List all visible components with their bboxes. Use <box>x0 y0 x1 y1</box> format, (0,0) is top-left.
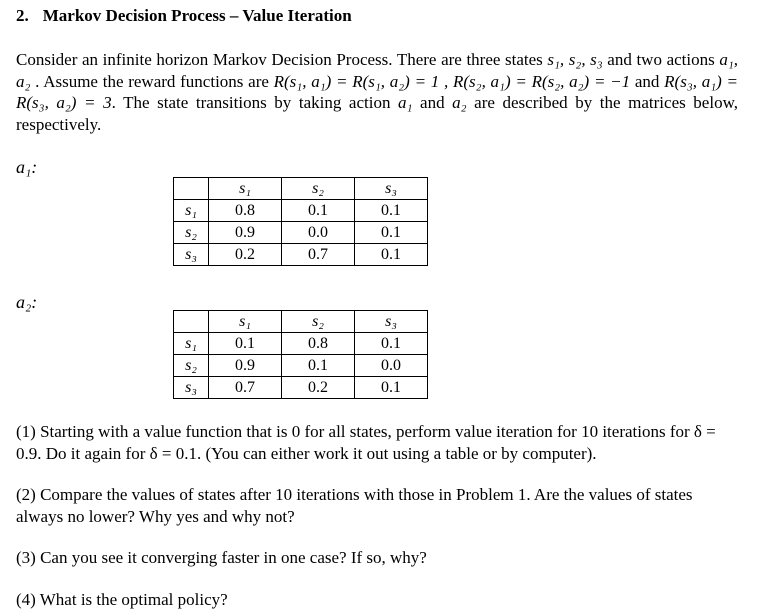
table-row <box>174 377 428 399</box>
matrix-cell: 0.1 <box>355 377 428 399</box>
matrix-cell: 0.2 <box>282 377 355 399</box>
matrix-cell: 0.7 <box>282 244 355 266</box>
intro-text-3: . Assume the reward functions are <box>30 71 274 91</box>
problem-title <box>16 6 352 26</box>
col-header: s₂ <box>282 311 355 333</box>
matrix-cell: 0.1 <box>282 200 355 222</box>
problem-title-text: Markov Decision Process – Value Iteration <box>42 6 352 25</box>
row-header: s₁ <box>174 333 209 355</box>
action-2-math: a₂ <box>452 93 467 112</box>
matrix-cell: 0.9 <box>209 222 282 244</box>
row-header: s₁ <box>174 200 209 222</box>
transition-matrix-a1 <box>173 177 428 266</box>
reward-math-2: R(s₃, a₁) = R(s₃, a₂) = 3 <box>16 71 738 112</box>
intro-text-2: and two actions <box>602 50 720 69</box>
table-row <box>174 222 428 244</box>
matrix-cell: 0.7 <box>209 377 282 399</box>
row-header: s₂ <box>174 355 209 377</box>
matrix-cell: 0.2 <box>209 244 282 266</box>
problem-number: 2. <box>16 6 29 25</box>
intro-text-5: . The state transitions by taking action <box>111 93 399 112</box>
states-math: s₁, s₂, s₃ <box>547 50 603 69</box>
matrix-corner-cell <box>174 178 209 200</box>
matrix-cell: 0.1 <box>282 355 355 377</box>
question-4: (4) What is the optimal policy? <box>16 590 228 609</box>
intro-text-6: and <box>412 93 453 112</box>
table-row <box>174 333 428 355</box>
row-header: s₃ <box>174 244 209 266</box>
intro-text-7: are described by the matrices below, respectively. <box>16 93 738 134</box>
intro-text-1: Consider an infinite horizon Markov Decision Process. There are three states <box>16 50 548 69</box>
action-1-math: a₁ <box>398 93 413 112</box>
intro-paragraph <box>16 49 738 135</box>
reward-math-1: R(s₁, a₁) = R(s₁, a₂) = 1 , R(s₂, a₁) = R(s₂, a₂) = −1 <box>273 71 631 91</box>
row-header: s₂ <box>174 222 209 244</box>
matrix-cell: 0.0 <box>355 355 428 377</box>
col-header: s₁ <box>209 178 282 200</box>
actions-math: a₁, a₂ <box>16 50 738 91</box>
col-header: s₃ <box>355 311 428 333</box>
matrix-cell: 0.1 <box>355 244 428 266</box>
col-header: s₂ <box>282 178 355 200</box>
question-3: (3) Can you see it converging faster in one case? If so, why? <box>16 548 427 567</box>
matrix-cell: 0.1 <box>355 200 428 222</box>
matrix-corner-cell <box>174 311 209 333</box>
matrix-header-row <box>174 311 428 333</box>
matrix-cell: 0.8 <box>282 333 355 355</box>
table-row <box>174 355 428 377</box>
matrix-a2-label: a₂: <box>16 292 38 312</box>
intro-text-4: and <box>630 71 665 91</box>
matrix-header-row <box>174 178 428 200</box>
question-1: (1) Starting with a value function that is 0 for all states, perform value iteration for 10 iterations for δ = 0.9. Do it again for δ = 0.1. (You can either work it out using a table or by computer). <box>16 422 716 463</box>
row-header: s₃ <box>174 377 209 399</box>
table-row <box>174 200 428 222</box>
transition-matrix-a2 <box>173 310 428 399</box>
matrix-cell: 0.1 <box>209 333 282 355</box>
question-2: (2) Compare the values of states after 10 iterations with those in Problem 1. Are the values of states always no lower? Why yes and why not? <box>16 485 693 526</box>
matrix-cell: 0.1 <box>355 222 428 244</box>
matrix-a1-label: a₁: <box>16 157 38 177</box>
col-header: s₁ <box>209 311 282 333</box>
matrix-cell: 0.1 <box>355 333 428 355</box>
matrix-cell: 0.9 <box>209 355 282 377</box>
matrix-cell: 0.8 <box>209 200 282 222</box>
matrix-cell: 0.0 <box>282 222 355 244</box>
col-header: s₃ <box>355 178 428 200</box>
table-row <box>174 244 428 266</box>
